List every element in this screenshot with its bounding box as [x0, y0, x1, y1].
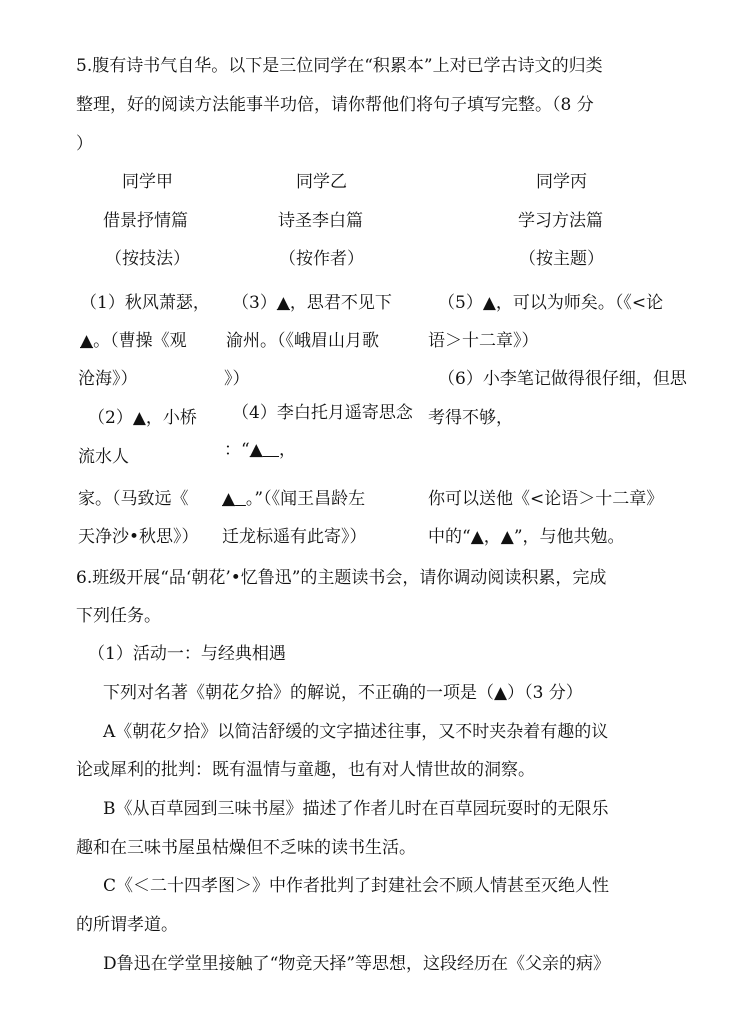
col-c-line-4: 考得不够， [428, 408, 513, 428]
answer-blank: ▲ [500, 527, 514, 547]
answer-blank: ▲ [470, 527, 484, 547]
q5-line-2: 整理，好的阅读方法能事半功倍，请你帮他们将句子填写完整。（8 分 [76, 95, 594, 115]
student-b-topic: 诗圣李白篇 [278, 211, 363, 231]
col-b-line-4: （4）李白托月遥寄思念 [232, 403, 413, 423]
col-b-line-5 [224, 442, 296, 459]
student-c-name: 同学丙 [536, 172, 587, 192]
col-b-line-6-rest: 。”（《闻王昌龄左 [245, 489, 366, 509]
option-a-line-2: 论或犀利的批判：既有温情与童趣，也有对人情世故的洞察。 [76, 760, 535, 780]
option-d-line-1: D鲁迅在学堂里接触了“物竞天择”等思想，这段经历在《父亲的病》 [103, 954, 611, 974]
col-c-line-6-rest: ”，与他共勉。 [513, 527, 625, 547]
answer-blank: ▲ [494, 683, 508, 703]
col-b-line-5-sep: ， [279, 440, 296, 460]
answer-blank: ▲ [249, 440, 263, 460]
answer-blank: ▲ [482, 293, 496, 313]
col-c-line-1-num: （5） [438, 293, 483, 313]
col-c-line-3: （6）小李笔记做得很仔细，但思 [438, 369, 687, 389]
col-a-line-2-rest: 。（曹操《观 [93, 331, 187, 351]
option-a-line-1: A《朝花夕拾》以简洁舒缓的文字描述往事，又不时夹杂着有趣的议 [103, 722, 609, 742]
col-a-line-5: 流水人 [78, 447, 129, 467]
col-a-line-4-num: （2） [88, 408, 133, 428]
q6-question [103, 685, 583, 702]
q5-line-1: 5.腹有诗书气自华。以下是三位同学在“积累本”上对已学古诗文的归类 [76, 56, 603, 76]
col-a-line-6: 家。（马致远《 [78, 489, 189, 509]
option-b-line-2: 趣和在三味书屋虽枯燥但不乏味的读书生活。 [76, 838, 416, 858]
student-a-method: （按技法） [105, 249, 190, 269]
col-c-line-2: 语＞十二章》） [428, 331, 539, 351]
col-b-line-3: 》） [224, 369, 250, 389]
col-a-line-2 [80, 333, 187, 350]
col-c-line-6-open: 中的“ [428, 527, 471, 547]
col-c-line-1-rest: ，可以为师矣。（《<论 [495, 293, 664, 313]
answer-blank: ▲ [132, 408, 146, 428]
q6-question-score: ）（3 分） [507, 683, 583, 703]
col-b-line-1-rest: ，思君不见下 [289, 293, 392, 313]
col-a-line-3: 沧海》） [78, 369, 138, 389]
answer-blank: ▲ [276, 293, 290, 313]
option-b-line-1: B《从百草园到三味书屋》描述了作者儿时在百草园玩耍时的无限乐 [103, 799, 609, 819]
q5-line-3: ） [76, 134, 93, 154]
student-a-topic: 借景抒情篇 [103, 211, 188, 231]
student-a-name: 同学甲 [122, 172, 173, 192]
col-b-line-2: 渝州。（《峨眉山月歌 [226, 331, 379, 351]
student-b-method: （按作者） [279, 249, 364, 269]
q6-line-2: 下列任务。 [76, 606, 161, 626]
col-c-line-5: 你可以送他《<论语＞十二章》 [428, 489, 664, 509]
answer-blank: ▲ [80, 331, 94, 351]
student-c-topic: 学习方法篇 [518, 211, 603, 231]
option-c-line-1: C《＜二十四孝图＞》中作者批判了封建社会不顾人情甚至灭绝人性 [103, 876, 610, 896]
col-a-line-4-rest: ，小桥 [145, 408, 197, 428]
col-c-line-6-sep: ， [483, 527, 501, 547]
col-a-line-4 [88, 410, 197, 427]
col-b-line-6 [222, 491, 365, 508]
q6-question-text: 下列对名著《朝花夕拾》的解说，不正确的一项是（ [103, 683, 494, 703]
option-c-line-2: 的所谓孝道。 [76, 915, 178, 935]
student-c-method: （按主题） [519, 249, 604, 269]
col-a-line-7: 天净沙•秋思》） [78, 527, 199, 547]
answer-underline [235, 489, 246, 509]
col-b-line-5-open: ：“ [224, 440, 250, 460]
answer-blank: ▲ [222, 489, 236, 509]
q6-activity-heading: （1）活动一：与经典相遇 [88, 644, 286, 664]
col-c-line-6 [428, 529, 625, 546]
col-c-line-1 [438, 295, 663, 312]
answer-underline [263, 440, 279, 460]
col-b-line-1-num: （3） [232, 293, 277, 313]
col-b-line-1 [232, 295, 392, 312]
col-a-line-1: （1）秋风萧瑟， [80, 293, 210, 313]
student-b-name: 同学乙 [296, 172, 347, 192]
q6-line-1: 6.班级开展“品‘朝花’•忆鲁迅”的主题读书会，请你调动阅读积累，完成 [76, 568, 607, 588]
col-b-line-7: 迁龙标遥有此寄》） [222, 527, 367, 547]
